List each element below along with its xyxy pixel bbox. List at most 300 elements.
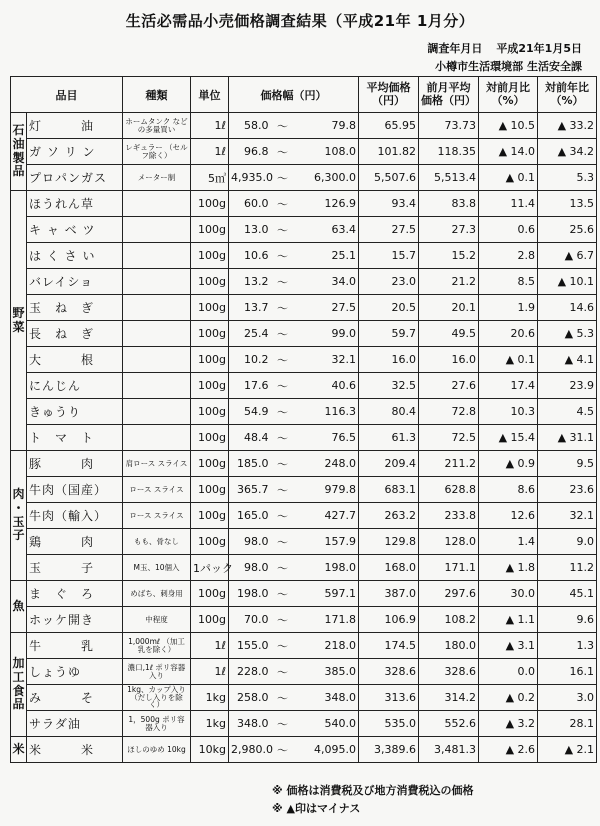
table-row [11, 399, 597, 425]
item-name: 玉 子 [27, 555, 123, 581]
range-wave: ～ [271, 607, 295, 633]
range-wave: ～ [271, 243, 295, 269]
item-name: ガ ソ リ ン [27, 139, 123, 165]
category-char: 菜 [12, 319, 25, 334]
month-over-month: ▲ 0.9 [479, 451, 538, 477]
range-wave: ～ [271, 373, 295, 399]
item-name: 灯 油 [27, 113, 123, 139]
item-name: ホッケ開き [27, 607, 123, 633]
table-row [11, 269, 597, 295]
item-kind: M玉、10個入 [123, 555, 191, 581]
table-row [11, 295, 597, 321]
year-over-year: 14.6 [538, 295, 597, 321]
average-price: 387.0 [359, 581, 419, 607]
header-row [11, 77, 597, 113]
year-over-year: ▲ 4.1 [538, 347, 597, 373]
range-wave: ～ [271, 659, 295, 685]
year-over-year: 25.6 [538, 217, 597, 243]
item-unit: 1パック [191, 555, 229, 581]
previous-month-price: 171.1 [419, 555, 479, 581]
item-name: 牛肉（輸入） [27, 503, 123, 529]
item-name: 牛肉（国産） [27, 477, 123, 503]
item-unit: 100g [191, 607, 229, 633]
price-low: 48.4 [229, 425, 271, 451]
previous-month-price: 314.2 [419, 685, 479, 711]
document-title: 生活必需品小売価格調査結果（平成21年 1月分） [125, 12, 475, 30]
year-over-year: 9.5 [538, 451, 597, 477]
survey-date-label: 調査年月日 [427, 42, 483, 55]
header-kind: 種類 [123, 77, 191, 113]
item-unit: 100g [191, 581, 229, 607]
previous-month-price: 3,481.3 [419, 737, 479, 763]
price-high: 171.8 [295, 607, 359, 633]
item-kind: 中程度 [123, 607, 191, 633]
table-row [11, 347, 597, 373]
item-unit: 100g [191, 529, 229, 555]
average-price: 15.7 [359, 243, 419, 269]
header-item: 品目 [11, 77, 123, 113]
price-low: 10.6 [229, 243, 271, 269]
price-low: 348.0 [229, 711, 271, 737]
department-name: 小樽市生活環境部 生活安全課 [435, 60, 582, 73]
previous-month-price: 27.3 [419, 217, 479, 243]
average-price: 263.2 [359, 503, 419, 529]
item-unit: 100g [191, 451, 229, 477]
range-wave: ～ [271, 425, 295, 451]
previous-month-price: 128.0 [419, 529, 479, 555]
category-char: ・ [12, 500, 25, 515]
table-row [11, 711, 597, 737]
header-prev: 前月平均 価格（円） [419, 77, 479, 113]
average-price: 3,389.6 [359, 737, 419, 763]
item-kind: ロース スライス [123, 503, 191, 529]
average-price: 106.9 [359, 607, 419, 633]
month-over-month: ▲ 2.6 [479, 737, 538, 763]
item-name: 牛 乳 [27, 633, 123, 659]
table-row [11, 555, 597, 581]
category-char: 石 [12, 122, 25, 137]
range-wave: ～ [271, 217, 295, 243]
item-name: 米 米 [27, 737, 123, 763]
item-unit: 1ℓ [191, 139, 229, 165]
item-unit: 1kg [191, 711, 229, 737]
average-price: 20.5 [359, 295, 419, 321]
price-low: 54.9 [229, 399, 271, 425]
month-over-month: ▲ 3.2 [479, 711, 538, 737]
price-low: 155.0 [229, 633, 271, 659]
item-name: きゅうり [27, 399, 123, 425]
table-row [11, 243, 597, 269]
table-row [11, 477, 597, 503]
item-unit: 100g [191, 477, 229, 503]
month-over-month: ▲ 14.0 [479, 139, 538, 165]
price-high: 597.1 [295, 581, 359, 607]
price-high: 248.0 [295, 451, 359, 477]
price-low: 228.0 [229, 659, 271, 685]
price-high: 157.9 [295, 529, 359, 555]
category-char: 製 [12, 150, 25, 165]
item-unit: 100g [191, 295, 229, 321]
previous-month-price: 73.73 [419, 113, 479, 139]
item-kind [123, 347, 191, 373]
category-char: 工 [12, 669, 25, 684]
month-over-month: 0.0 [479, 659, 538, 685]
month-over-month: ▲ 1.8 [479, 555, 538, 581]
table-row [11, 165, 597, 191]
category-label-rice [11, 737, 27, 763]
item-unit: 100g [191, 373, 229, 399]
price-low: 96.8 [229, 139, 271, 165]
category-label-meat [11, 451, 27, 581]
price-high: 427.7 [295, 503, 359, 529]
year-over-year: 1.3 [538, 633, 597, 659]
average-price: 209.4 [359, 451, 419, 477]
range-wave: ～ [271, 711, 295, 737]
item-unit: 100g [191, 321, 229, 347]
category-char: 肉 [12, 486, 25, 501]
category-char: 食 [12, 683, 25, 698]
item-kind: ほしのゆめ 10kg [123, 737, 191, 763]
survey-date-line [413, 40, 582, 56]
year-over-year: 4.5 [538, 399, 597, 425]
previous-month-price: 72.5 [419, 425, 479, 451]
year-over-year: ▲ 6.7 [538, 243, 597, 269]
item-unit: 100g [191, 425, 229, 451]
category-char: 魚 [12, 598, 25, 613]
category-char: 玉 [12, 514, 25, 529]
year-over-year: 45.1 [538, 581, 597, 607]
table-row [11, 581, 597, 607]
price-low: 4,935.0 [229, 165, 271, 191]
category-label-veg [11, 191, 27, 451]
previous-month-price: 552.6 [419, 711, 479, 737]
average-price: 23.0 [359, 269, 419, 295]
average-price: 129.8 [359, 529, 419, 555]
year-over-year: 28.1 [538, 711, 597, 737]
item-unit: 100g [191, 269, 229, 295]
price-high: 63.4 [295, 217, 359, 243]
table-row [11, 529, 597, 555]
header-range: 価格幅（円） [229, 77, 359, 113]
year-over-year: ▲ 10.1 [538, 269, 597, 295]
average-price: 93.4 [359, 191, 419, 217]
table-row [11, 633, 597, 659]
month-over-month: ▲ 15.4 [479, 425, 538, 451]
price-low: 13.0 [229, 217, 271, 243]
item-kind [123, 191, 191, 217]
item-name: み そ [27, 685, 123, 711]
year-over-year: 23.6 [538, 477, 597, 503]
item-unit: 1kg [191, 685, 229, 711]
table-row [11, 451, 597, 477]
previous-month-price: 233.8 [419, 503, 479, 529]
year-over-year: ▲ 34.2 [538, 139, 597, 165]
price-high: 40.6 [295, 373, 359, 399]
month-over-month: 11.4 [479, 191, 538, 217]
month-over-month: ▲ 10.5 [479, 113, 538, 139]
price-low: 98.0 [229, 529, 271, 555]
category-char: 油 [12, 136, 25, 151]
table-row [11, 191, 597, 217]
item-kind: もも、骨なし [123, 529, 191, 555]
previous-month-price: 49.5 [419, 321, 479, 347]
year-over-year: 32.1 [538, 503, 597, 529]
table-row [11, 425, 597, 451]
item-name: 長 ね ぎ [27, 321, 123, 347]
price-low: 198.0 [229, 581, 271, 607]
range-wave: ～ [271, 555, 295, 581]
item-kind: 1,000mℓ （加工乳を除く） [123, 633, 191, 659]
table-row [11, 659, 597, 685]
year-over-year: 16.1 [538, 659, 597, 685]
category-char: 子 [12, 528, 25, 543]
item-unit: 100g [191, 399, 229, 425]
price-low: 58.0 [229, 113, 271, 139]
price-high: 76.5 [295, 425, 359, 451]
average-price: 65.95 [359, 113, 419, 139]
item-kind: 1，500g ポリ容器入り [123, 711, 191, 737]
item-unit: 100g [191, 217, 229, 243]
month-over-month: 2.8 [479, 243, 538, 269]
previous-month-price: 628.8 [419, 477, 479, 503]
price-low: 165.0 [229, 503, 271, 529]
item-unit: 100g [191, 347, 229, 373]
header-avg: 平均価格 （円） [359, 77, 419, 113]
month-over-month: 1.9 [479, 295, 538, 321]
range-wave: ～ [271, 737, 295, 763]
range-wave: ～ [271, 477, 295, 503]
table-row [11, 113, 597, 139]
category-label-processed [11, 633, 27, 737]
table-row [11, 737, 597, 763]
item-name: は く さ い [27, 243, 123, 269]
year-over-year: 9.0 [538, 529, 597, 555]
average-price: 328.6 [359, 659, 419, 685]
previous-month-price: 328.6 [419, 659, 479, 685]
month-over-month: 8.5 [479, 269, 538, 295]
item-kind [123, 425, 191, 451]
item-name: 玉 ね ぎ [27, 295, 123, 321]
average-price: 27.5 [359, 217, 419, 243]
month-over-month: 20.6 [479, 321, 538, 347]
price-low: 25.4 [229, 321, 271, 347]
category-label-oil [11, 113, 27, 191]
month-over-month: 8.6 [479, 477, 538, 503]
price-low: 98.0 [229, 555, 271, 581]
year-over-year: ▲ 31.1 [538, 425, 597, 451]
item-name: にんじん [27, 373, 123, 399]
header-yoy: 対前年比 （%） [538, 77, 597, 113]
range-wave: ～ [271, 633, 295, 659]
average-price: 80.4 [359, 399, 419, 425]
price-low: 13.2 [229, 269, 271, 295]
price-low: 17.6 [229, 373, 271, 399]
average-price: 174.5 [359, 633, 419, 659]
item-name: ト マ ト [27, 425, 123, 451]
month-over-month: 17.4 [479, 373, 538, 399]
range-wave: ～ [271, 451, 295, 477]
previous-month-price: 15.2 [419, 243, 479, 269]
previous-month-price: 72.8 [419, 399, 479, 425]
item-name: 大 根 [27, 347, 123, 373]
item-kind [123, 295, 191, 321]
previous-month-price: 297.6 [419, 581, 479, 607]
item-unit: 1ℓ [191, 113, 229, 139]
table-row [11, 321, 597, 347]
item-name: プロパンガス [27, 165, 123, 191]
price-low: 10.2 [229, 347, 271, 373]
table-row [11, 373, 597, 399]
month-over-month: 30.0 [479, 581, 538, 607]
item-unit: 100g [191, 191, 229, 217]
item-kind [123, 399, 191, 425]
item-kind: 濃口,1ℓ ポリ容器入り [123, 659, 191, 685]
price-high: 6,300.0 [295, 165, 359, 191]
year-over-year: 13.5 [538, 191, 597, 217]
range-wave: ～ [271, 321, 295, 347]
range-wave: ～ [271, 399, 295, 425]
table-row [11, 607, 597, 633]
previous-month-price: 118.35 [419, 139, 479, 165]
item-name: バレイショ [27, 269, 123, 295]
year-over-year: 9.6 [538, 607, 597, 633]
average-price: 16.0 [359, 347, 419, 373]
average-price: 5,507.6 [359, 165, 419, 191]
item-unit: 10kg [191, 737, 229, 763]
price-low: 185.0 [229, 451, 271, 477]
price-high: 34.0 [295, 269, 359, 295]
category-char: 米 [12, 741, 25, 756]
category-char: 野 [12, 305, 25, 320]
average-price: 32.5 [359, 373, 419, 399]
category-label-fish [11, 581, 27, 633]
month-over-month: ▲ 0.1 [479, 347, 538, 373]
price-high: 25.1 [295, 243, 359, 269]
item-kind: レギュラー （セルフ除く） [123, 139, 191, 165]
price-high: 385.0 [295, 659, 359, 685]
previous-month-price: 20.1 [419, 295, 479, 321]
price-low: 365.7 [229, 477, 271, 503]
month-over-month: 1.4 [479, 529, 538, 555]
item-kind [123, 321, 191, 347]
average-price: 61.3 [359, 425, 419, 451]
category-char: 加 [12, 655, 25, 670]
survey-date: 平成21年1月5日 [496, 42, 582, 55]
price-high: 979.8 [295, 477, 359, 503]
year-over-year: ▲ 33.2 [538, 113, 597, 139]
category-char: 品 [12, 697, 25, 712]
price-low: 258.0 [229, 685, 271, 711]
price-table [10, 76, 597, 763]
range-wave: ～ [271, 139, 295, 165]
previous-month-price: 83.8 [419, 191, 479, 217]
year-over-year: 5.3 [538, 165, 597, 191]
item-name: しょうゆ [27, 659, 123, 685]
average-price: 168.0 [359, 555, 419, 581]
month-over-month: 10.3 [479, 399, 538, 425]
previous-month-price: 108.2 [419, 607, 479, 633]
month-over-month: ▲ 1.1 [479, 607, 538, 633]
range-wave: ～ [271, 529, 295, 555]
item-name: ほうれん草 [27, 191, 123, 217]
item-name: 豚 肉 [27, 451, 123, 477]
item-kind: ホームタンク など の多量買い [123, 113, 191, 139]
table-row [11, 139, 597, 165]
price-low: 13.7 [229, 295, 271, 321]
header-mom: 対前月比 （%） [479, 77, 538, 113]
header-unit: 単位 [191, 77, 229, 113]
price-high: 108.0 [295, 139, 359, 165]
price-high: 4,095.0 [295, 737, 359, 763]
footnote-minus: ※ ▲印はマイナス [272, 802, 361, 815]
price-low: 70.0 [229, 607, 271, 633]
table-row [11, 685, 597, 711]
price-high: 198.0 [295, 555, 359, 581]
item-unit: 5㎥ [191, 165, 229, 191]
average-price: 313.6 [359, 685, 419, 711]
month-over-month: 0.6 [479, 217, 538, 243]
range-wave: ～ [271, 269, 295, 295]
price-high: 218.0 [295, 633, 359, 659]
year-over-year: ▲ 5.3 [538, 321, 597, 347]
range-wave: ～ [271, 295, 295, 321]
price-low: 60.0 [229, 191, 271, 217]
year-over-year: ▲ 2.1 [538, 737, 597, 763]
price-low: 2,980.0 [229, 737, 271, 763]
price-high: 126.9 [295, 191, 359, 217]
table-row [11, 503, 597, 529]
item-unit: 1ℓ [191, 659, 229, 685]
item-kind: ロース スライス [123, 477, 191, 503]
average-price: 683.1 [359, 477, 419, 503]
month-over-month: ▲ 0.1 [479, 165, 538, 191]
month-over-month: ▲ 3.1 [479, 633, 538, 659]
month-over-month: ▲ 0.2 [479, 685, 538, 711]
item-kind: 肩ロース スライス [123, 451, 191, 477]
price-high: 32.1 [295, 347, 359, 373]
previous-month-price: 180.0 [419, 633, 479, 659]
range-wave: ～ [271, 503, 295, 529]
previous-month-price: 16.0 [419, 347, 479, 373]
price-high: 99.0 [295, 321, 359, 347]
price-high: 348.0 [295, 685, 359, 711]
range-wave: ～ [271, 165, 295, 191]
item-unit: 100g [191, 503, 229, 529]
month-over-month: 12.6 [479, 503, 538, 529]
range-wave: ～ [271, 685, 295, 711]
item-kind [123, 373, 191, 399]
previous-month-price: 27.6 [419, 373, 479, 399]
price-high: 27.5 [295, 295, 359, 321]
average-price: 535.0 [359, 711, 419, 737]
year-over-year: 23.9 [538, 373, 597, 399]
item-kind [123, 269, 191, 295]
item-kind [123, 243, 191, 269]
average-price: 59.7 [359, 321, 419, 347]
table-row [11, 217, 597, 243]
range-wave: ～ [271, 191, 295, 217]
item-unit: 1ℓ [191, 633, 229, 659]
footnote-tax: ※ 価格は消費税及び地方消費税込の価格 [272, 784, 474, 797]
item-kind: 1kg、カップ入り （だし入りを除く） [123, 685, 191, 711]
range-wave: ～ [271, 581, 295, 607]
item-name: サラダ油 [27, 711, 123, 737]
item-kind: めばち、刺身用 [123, 581, 191, 607]
price-high: 540.0 [295, 711, 359, 737]
previous-month-price: 211.2 [419, 451, 479, 477]
price-high: 79.8 [295, 113, 359, 139]
average-price: 101.82 [359, 139, 419, 165]
